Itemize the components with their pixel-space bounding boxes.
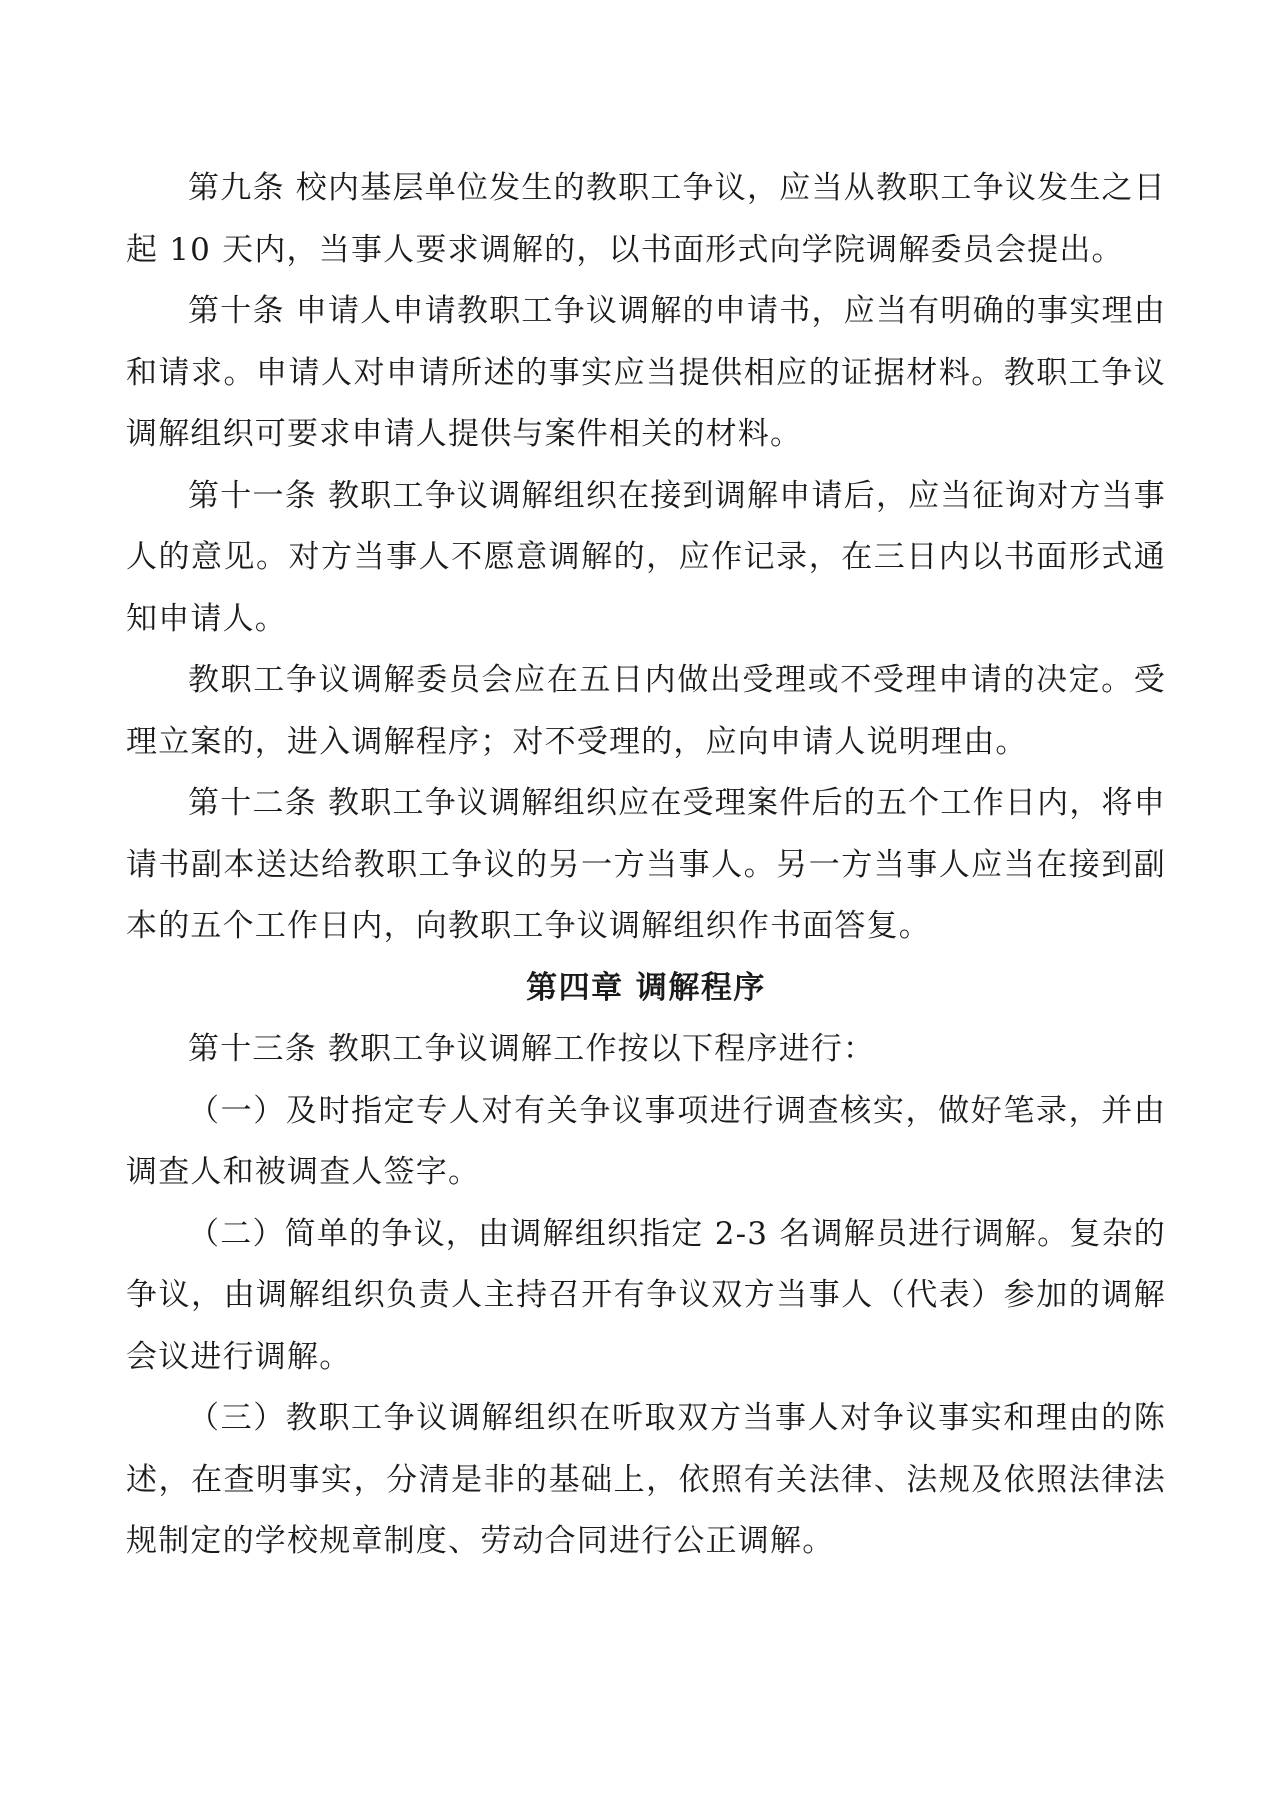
article-13-item-1: （一）及时指定专人对有关争议事项进行调查核实，做好笔录，并由调查人和被调查人签字。 <box>126 1092 1166 1190</box>
article-10: 第十条 申请人申请教职工争议调解的申请书，应当有明确的事实理由和请求。申请人对申请所述的事实应当提供相应的证据材料。教职工争议调解组织可要求申请人提供与案件相关的材料。 <box>126 293 1166 452</box>
article-11: 第十一条 教职工争议调解组织在接到调解申请后，应当征询对方当事人的意见。对方当事人不愿意调解的，应作记录，在三日内以书面形式通知申请人。 <box>126 477 1166 637</box>
chapter-heading: 第四章 调解程序 <box>526 969 766 1006</box>
article-9: 第九条 校内基层单位发生的教职工争议，应当从教职工争议发生之日起 10 天内，当事人要求调解的，以书面形式向学院调解委员会提出。 <box>126 170 1166 268</box>
article-13-item-3: （三）教职工争议调解组织在听取双方当事人对争议事实和理由的陈述，在查明事实，分清是非的基础上，依照有关法律、法规及依照法律法规制定的学校规章制度、劳动合同进行公正调解。 <box>126 1400 1166 1559</box>
article-12: 第十二条 教职工争议调解组织应在受理案件后的五个工作日内，将申请书副本送达给教职工争议的另一方当事人。另一方当事人应当在接到副本的五个工作日内，向教职工争议调解组织作书面答复。 <box>126 785 1166 944</box>
article-13: 第十三条 教职工争议调解工作按以下程序进行： <box>188 1031 876 1067</box>
article-11-continued: 教职工争议调解委员会应在五日内做出受理或不受理申请的决定。受理立案的，进入调解程序；对不受理的，应向申请人说明理由。 <box>126 662 1166 760</box>
article-13-item-2: （二）简单的争议，由调解组织指定 2-3 名调解员进行调解。复杂的争议，由调解组织负责人主持召开有争议双方当事人（代表）参加的调解会议进行调解。 <box>126 1215 1166 1375</box>
document-page <box>126 158 1166 1573</box>
